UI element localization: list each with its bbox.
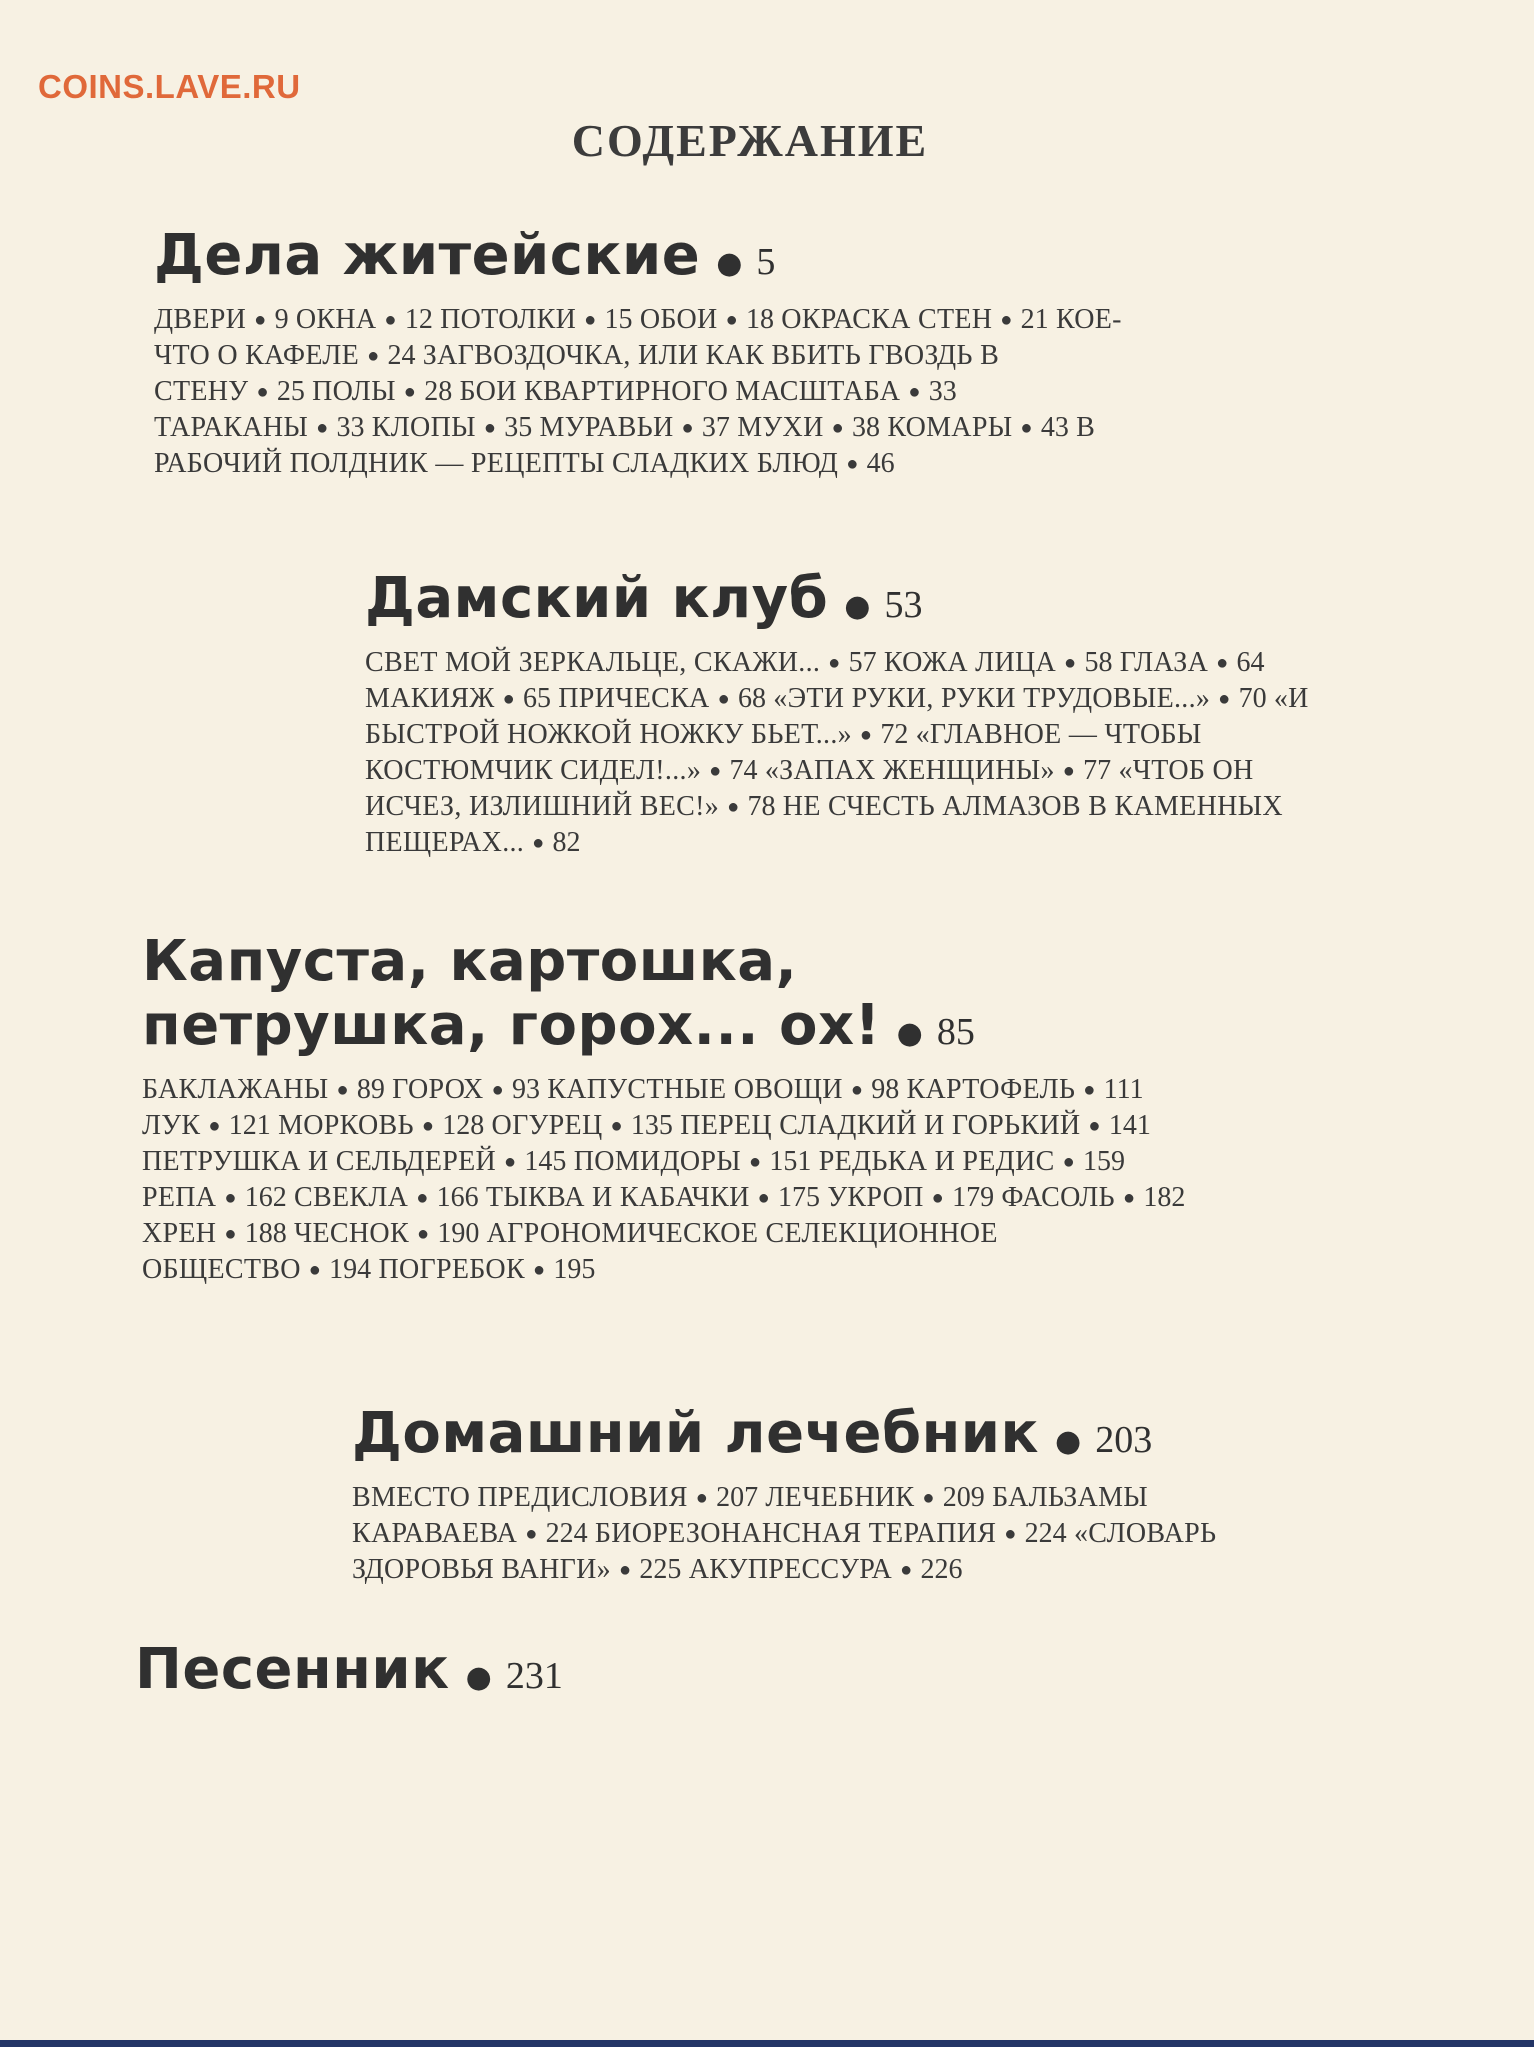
entry-page-number: 21 (1020, 304, 1049, 336)
section-page-number: 85 (936, 1011, 975, 1054)
page-title: СОДЕРЖАНИЕ (571, 115, 929, 166)
bullet-icon: ● (931, 1186, 945, 1209)
entry-title: ПЕТРУШКА И СЕЛЬДЕРЕЙ (142, 1145, 497, 1177)
toc-entry (540, 412, 730, 443)
toc-entry (294, 1218, 479, 1249)
bullet-icon: ● (1088, 1114, 1101, 1137)
toc-entry (294, 1182, 479, 1213)
entry-title: ТЫКВА И КАБАЧКИ (485, 1181, 750, 1213)
toc-entry (392, 1074, 540, 1105)
entry-title: МАКИЯЖ (365, 683, 495, 715)
entry-page-number: 162 (244, 1181, 287, 1213)
entry-page-number: 43 (1040, 412, 1069, 444)
entry-page-number: 68 (737, 683, 766, 715)
entry-page-number: 33 (336, 412, 365, 444)
bullet-icon: ● (367, 345, 380, 368)
toc-entry (574, 1146, 812, 1177)
section-household (154, 222, 1154, 483)
entry-page-number: 24 (387, 340, 416, 372)
entry-title: ПОМИДОРЫ (573, 1145, 742, 1177)
entry-page-number: 135 (630, 1109, 673, 1141)
bullet-icon: ● (757, 1186, 770, 1209)
bullet-icon: ● (1004, 1523, 1017, 1546)
entry-title: ПРИЧЕСКА (558, 683, 710, 715)
bullet-icon: ● (336, 1078, 349, 1101)
entry-page-number: 128 (442, 1109, 485, 1141)
entry-title: ОКНА (295, 304, 377, 336)
entry-title: ФАСОЛЬ (1001, 1181, 1115, 1213)
bullet-icon: ● (896, 1015, 923, 1051)
entry-page-number: 182 (1143, 1181, 1186, 1213)
toc-entry (486, 1182, 820, 1213)
entry-page-number: 38 (852, 412, 880, 444)
entry-page-number: 74 (729, 755, 758, 787)
section-page-number: 203 (1095, 1419, 1153, 1461)
toc-entry (365, 647, 877, 678)
entry-page-number: 207 (716, 1482, 759, 1514)
entry-page-number: 188 (244, 1217, 287, 1249)
entry-title: АГРОНОМИЧЕСКОЕ СЕЛЕКЦИОННОЕ ОБЩЕСТВО (142, 1217, 998, 1285)
section-songbook (135, 1636, 935, 1703)
toc-entry (884, 647, 1113, 678)
section-heading (154, 222, 1154, 289)
entry-title: РЕДЬКА И РЕДИС (818, 1145, 1055, 1177)
bullet-icon: ● (610, 1114, 623, 1137)
entry-page-number: 159 (1082, 1145, 1125, 1177)
entry-title: СВЕТ МОЙ ЗЕРКАЛЬЦЕ, СКАЖИ... (365, 647, 821, 679)
bullet-icon: ● (850, 1078, 864, 1101)
bullet-icon: ● (1000, 309, 1013, 332)
bullet-icon: ● (1062, 760, 1076, 783)
toc-entry (689, 1554, 963, 1585)
entry-page-number: 33 (928, 376, 957, 408)
toc-entry (372, 412, 532, 443)
toc-entry (819, 1146, 1125, 1177)
entry-title: ГОРОХ (392, 1073, 484, 1105)
toc-entry (440, 304, 632, 335)
scan-edge (0, 2040, 1534, 2047)
entry-page-number: 194 (329, 1253, 372, 1285)
entry-page-number: 25 (276, 376, 305, 408)
entry-title: «И БЫСТРОЙ НОЖКОЙ НОЖКУ БЬЕТ...» (365, 683, 1309, 751)
entry-title: КОЖА ЛИЦА (883, 647, 1057, 679)
toc-entry (378, 1254, 595, 1285)
bullet-icon: ● (1062, 1150, 1075, 1173)
toc-entry (278, 1110, 484, 1141)
entry-list (352, 1481, 1352, 1589)
entry-title: ОБОИ (639, 304, 718, 336)
entry-list (154, 303, 1154, 483)
bullet-icon: ● (859, 724, 873, 747)
entry-title: КЛОПЫ (371, 412, 476, 444)
bullet-icon: ● (208, 1114, 221, 1137)
bullet-icon: ● (403, 381, 417, 404)
entry-page-number: 35 (504, 412, 533, 444)
entry-title: «ЗАПАХ ЖЕНЩИНЫ» (764, 755, 1055, 787)
entry-title: МОРКОВЬ (278, 1109, 414, 1141)
entry-page-number: 28 (424, 376, 453, 408)
bullet-icon: ● (749, 1150, 762, 1173)
entry-title: МУХИ (737, 412, 824, 444)
bullet-icon: ● (681, 417, 694, 440)
toc-entry (595, 1518, 1067, 1549)
entry-page-number: 209 (942, 1482, 985, 1514)
bullet-icon: ● (844, 588, 871, 624)
bullet-icon: ● (525, 1523, 538, 1546)
bullet-icon: ● (1218, 688, 1231, 711)
entry-page-number: 9 (274, 304, 289, 336)
entry-page-number: 15 (604, 304, 633, 336)
bullet-icon: ● (584, 309, 597, 332)
bullet-icon: ● (384, 309, 397, 332)
entry-list (142, 1073, 1202, 1289)
entry-title: РЕПА (142, 1181, 217, 1213)
bullet-icon: ● (254, 309, 267, 332)
bullet-icon: ● (846, 453, 859, 476)
bullet-icon: ● (908, 381, 921, 404)
entry-page-number: 225 (639, 1554, 682, 1586)
entry-title: СВЕКЛА (294, 1181, 409, 1213)
bullet-icon: ● (709, 760, 722, 783)
toc-entry (547, 1074, 899, 1105)
entry-page-number: 93 (511, 1073, 540, 1105)
bullet-icon: ● (1122, 1186, 1136, 1209)
entry-page-number: 65 (522, 683, 551, 715)
entry-page-number: 12 (404, 304, 433, 336)
entry-page-number: 166 (436, 1181, 479, 1213)
entry-page-number: 98 (871, 1073, 900, 1105)
entry-page-number: 224 (1024, 1518, 1067, 1550)
entry-title: КАПУСТНЫЕ ОВОЩИ (547, 1073, 843, 1105)
section-heading (135, 1636, 935, 1703)
toc-entry (773, 683, 1266, 714)
entry-page-number: 89 (356, 1073, 385, 1105)
toc-entry (154, 304, 289, 335)
bullet-icon: ● (416, 1222, 430, 1245)
bullet-icon: ● (725, 309, 738, 332)
entry-page-number: 46 (866, 448, 895, 480)
bullet-icon: ● (316, 417, 329, 440)
entry-title: ПОГРЕБОК (378, 1253, 525, 1285)
bullet-icon: ● (1083, 1078, 1096, 1101)
section-page-number: 53 (884, 584, 923, 626)
toc-entry (1120, 647, 1265, 678)
toc-entry (296, 304, 433, 335)
toc-entry (312, 376, 452, 407)
section-title: Песенник (135, 1637, 450, 1702)
bullet-icon: ● (308, 1258, 322, 1281)
bullet-icon: ● (491, 1078, 504, 1101)
entry-title: БАКЛАЖАНЫ (142, 1073, 329, 1105)
entry-title: ТАРАКАНЫ (154, 412, 309, 444)
toc-entry (765, 755, 1111, 786)
bullet-icon: ● (695, 1487, 709, 1510)
bullet-icon: ● (1020, 417, 1033, 440)
toc-entry (1001, 1182, 1185, 1213)
toc-entry (142, 1218, 287, 1249)
toc-entry (352, 1482, 758, 1513)
entry-page-number: 190 (437, 1217, 480, 1249)
watermark: COINS.LAVE.RU (38, 68, 301, 105)
toc-entry (887, 412, 1069, 443)
entry-title: «СЛОВАРЬ ЗДОРОВЬЯ ВАНГИ» (352, 1518, 1217, 1586)
toc-entry (142, 1146, 566, 1177)
bullet-icon: ● (532, 1258, 546, 1281)
toc-entry (558, 683, 766, 714)
section-page-number: 231 (505, 1655, 563, 1697)
bullet-icon: ● (416, 1186, 429, 1209)
toc-entry (781, 304, 1048, 335)
entry-page-number: 37 (701, 412, 730, 444)
bullet-icon: ● (1055, 1423, 1082, 1459)
entry-title: «ЧТОБ ОН ИСЧЕЗ, ИЗЛИШНИЙ ВЕС!» (365, 755, 1254, 823)
section-title: Домашний лечебник (352, 1401, 1040, 1466)
entry-title: ЧЕСНОК (294, 1217, 409, 1249)
entry-title: ПОТОЛКИ (440, 304, 577, 336)
entry-page-number: 111 (1103, 1073, 1144, 1105)
entry-title: ГЛАЗА (1119, 647, 1209, 679)
bullet-icon: ● (224, 1186, 237, 1209)
entry-page-number: 70 (1238, 683, 1267, 715)
entry-page-number: 141 (1108, 1109, 1151, 1141)
entry-page-number: 78 (747, 791, 776, 823)
toc-entry (460, 376, 957, 407)
bullet-icon: ● (504, 1150, 517, 1173)
entry-title: ВМЕСТО ПРЕДИСЛОВИЯ (352, 1482, 688, 1514)
toc-entry (737, 412, 880, 443)
section-title: Дамский клуб (365, 566, 829, 631)
entry-page-number: 145 (524, 1145, 567, 1177)
bullet-icon: ● (532, 832, 545, 855)
section-heading (352, 1400, 1352, 1467)
entry-title: ХРЕН (142, 1217, 217, 1249)
bullet-icon: ● (421, 1114, 435, 1137)
entry-page-number: 72 (880, 719, 909, 751)
section-heading (142, 930, 1202, 1059)
entry-title: ДВЕРИ (154, 304, 247, 336)
entry-title: ЛЕЧЕБНИК (765, 1482, 915, 1514)
toc-entry (680, 1110, 1151, 1141)
bullet-icon: ● (716, 245, 743, 281)
section-vegetables (142, 930, 1202, 1289)
toc-entry (827, 1182, 994, 1213)
entry-page-number: 77 (1083, 755, 1112, 787)
bullet-icon: ● (1064, 652, 1077, 675)
bullet-icon: ● (717, 688, 730, 711)
bullet-icon: ● (256, 381, 269, 404)
entry-page-number: 64 (1236, 647, 1265, 679)
entry-title: ОГУРЕЦ (491, 1109, 603, 1141)
toc-entry (365, 683, 551, 714)
entry-title: ПОЛЫ (312, 376, 396, 408)
entry-title: НЕ СЧЕСТЬ АЛМАЗОВ В КАМЕННЫХ ПЕЩЕРАХ... (365, 791, 1283, 859)
entry-list (365, 646, 1345, 862)
bullet-icon: ● (900, 1559, 913, 1582)
entry-page-number: 195 (553, 1253, 596, 1285)
entry-title: ОКРАСКА СТЕН (781, 304, 993, 336)
entry-page-number: 179 (952, 1181, 995, 1213)
toc-entry (640, 304, 774, 335)
entry-title: ПЕРЕЦ СЛАДКИЙ И ГОРЬКИЙ (680, 1109, 1081, 1141)
section-home-healer (352, 1400, 1352, 1589)
bullet-icon: ● (1216, 652, 1229, 675)
entry-title: АКУПРЕССУРА (688, 1554, 893, 1586)
bullet-icon: ● (828, 652, 841, 675)
section-page-number: 5 (756, 241, 776, 283)
entry-title: БОИ КВАРТИРНОГО МАСШТАБА (459, 376, 901, 408)
toc-entry (907, 1074, 1144, 1105)
entry-page-number: 224 (545, 1518, 588, 1550)
entry-title: УКРОП (827, 1181, 924, 1213)
entry-title: «ЭТИ РУКИ, РУКИ ТРУДОВЫЕ...» (773, 683, 1211, 715)
bullet-icon: ● (727, 796, 740, 819)
bullet-icon: ● (922, 1487, 935, 1510)
entry-page-number: 58 (1084, 647, 1113, 679)
entry-page-number: 121 (228, 1109, 271, 1141)
bullet-icon: ● (502, 688, 515, 711)
entry-title: БИОРЕЗОНАНСНАЯ ТЕРАПИЯ (594, 1518, 997, 1550)
entry-title: МУРАВЬИ (539, 412, 674, 444)
entry-page-number: 151 (769, 1145, 812, 1177)
section-title-line-1: Капуста, картошка, (142, 929, 798, 994)
toc-entry (154, 412, 364, 443)
entry-title: БАЛЬЗАМЫ КАРАВАЕВА (352, 1482, 1148, 1550)
entry-page-number: 18 (745, 304, 774, 336)
bullet-icon: ● (224, 1222, 237, 1245)
section-title: Дела житейские (154, 223, 701, 288)
entry-page-number: 175 (778, 1181, 820, 1213)
entry-title: ЛУК (142, 1109, 201, 1141)
entry-title: ЗАГВОЗДОЧКА, ИЛИ КАК ВБИТЬ ГВОЗДЬ В СТЕНУ (154, 340, 1000, 408)
entry-title: КАРТОФЕЛЬ (906, 1073, 1076, 1105)
entry-title: КОМАРЫ (887, 412, 1013, 444)
entry-title: «ГЛАВНОЕ — ЧТОБЫ КОСТЮМЧИК СИДЕЛ!...» (365, 719, 1202, 787)
section-title-line-2: петрушка, горох... ох! (142, 993, 881, 1059)
entry-title: КОЕ-ЧТО О КАФЕЛЕ (154, 304, 1122, 372)
toc-entry (142, 1110, 271, 1141)
bullet-icon: ● (618, 1559, 632, 1582)
toc-entry (142, 1074, 385, 1105)
bullet-icon: ● (465, 1659, 492, 1695)
section-heading (365, 565, 1345, 632)
bullet-icon: ● (483, 417, 497, 440)
entry-page-number: 226 (920, 1554, 963, 1586)
entry-page-number: 57 (848, 647, 877, 679)
entry-title: В РАБОЧИЙ ПОЛДНИК — РЕЦЕПТЫ СЛАДКИХ БЛЮД (154, 412, 1096, 480)
toc-entry (492, 1110, 673, 1141)
toc-entry (765, 1482, 984, 1513)
entry-page-number: 82 (552, 827, 581, 859)
bullet-icon: ● (831, 417, 844, 440)
section-ladies-club (365, 565, 1345, 862)
toc-entry (142, 1182, 287, 1213)
